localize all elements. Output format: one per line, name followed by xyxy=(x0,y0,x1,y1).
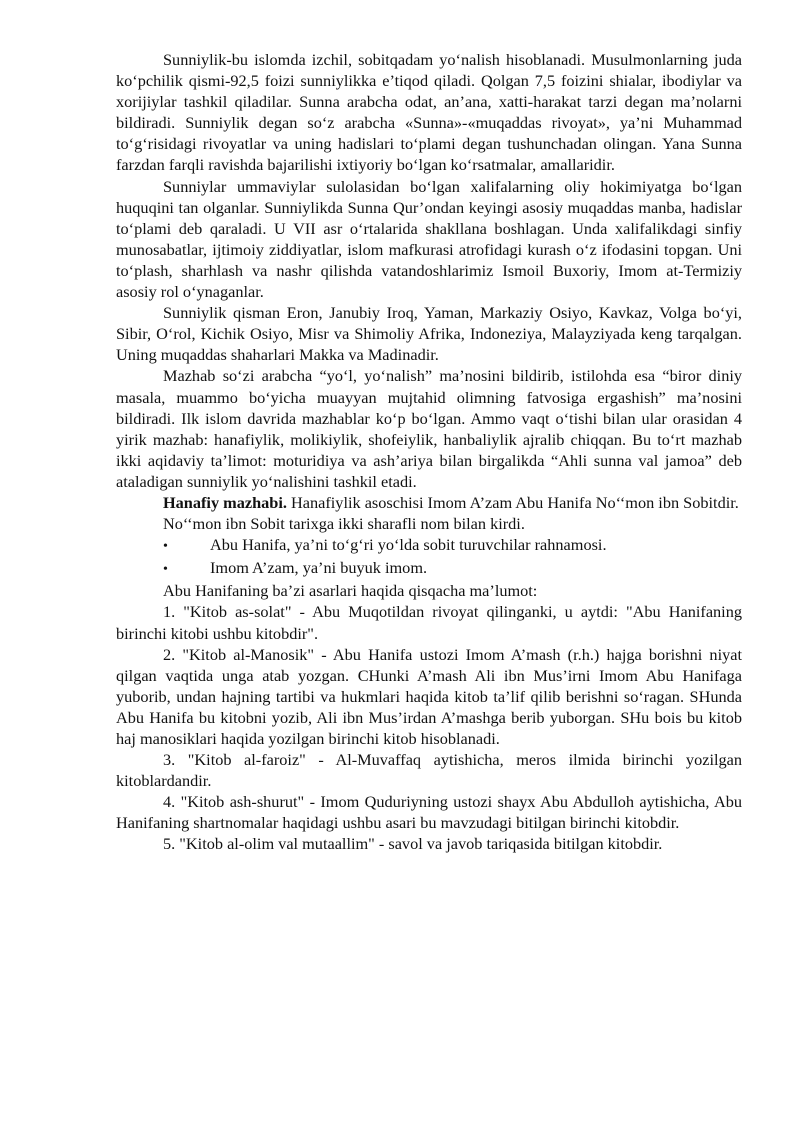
paragraph-work-1: 1. "Kitob as-solat" - Abu Muqotildan rivoyat qilinganki, u aytdi: "Abu Hanifaning birinchi kitobi ushbu kitobdir". xyxy=(116,602,742,643)
paragraph-mazhab-definition: Mazhab so‘zi arabcha “yo‘l, yo‘nalish” ma’nosini bildirib, istilohda esa “biror diniy masala, muammo bo‘yicha muayyan mujtahid olimning fatvosiga ergashish” ma’nosini bildiradi. Ilk islom davrida mazhablar ko‘p bo‘lgan. Ammo vaqt o‘tishi bilan ular orasidan 4 yirik mazhab: hanafiylik, molikiylik, shofeiylik, hanbaliylik ajralib chiqqan. Bu to‘rt mazhab ikki aqidaviy ta’limot: moturidiya va ash’ariya bilan birgalikda “Ahli sunna val jamoa” deb ataladigan sunniylik yo‘nalishini tashkil etadi. xyxy=(116,366,742,491)
paragraph-works-intro: Abu Hanifaning ba’zi asarlari haqida qisqacha ma’lumot: xyxy=(163,581,538,601)
bullet-item xyxy=(116,557,742,580)
bullet-item xyxy=(116,534,742,557)
section-heading-hanafiy: Hanafiy mazhabi. xyxy=(163,492,287,512)
paragraph-work-3: 3. "Kitob al-faroiz" - Al-Muvaffaq aytishicha, meros ilmida birinchi yozilgan kitoblardandir. xyxy=(116,750,742,791)
bullet-text: Abu Hanifa, ya’ni to‘g‘ri yo‘lda sobit turuvchilar rahnamosi. xyxy=(210,535,607,555)
paragraph-work-5: 5. "Kitob al-olim val mutaallim" - savol va javob tariqasida bitilgan kitobdir. xyxy=(163,834,663,854)
bullet-text: Imom A’zam, ya’ni buyuk imom. xyxy=(210,558,428,578)
paragraph-work-2: 2. "Kitob al-Manosik" - Abu Hanifa ustozi Imom A’mash (r.h.) hajga borishni niyat qilgan vaqtida unga atab yozgan. CHunki A’mash Ali ibn Mus’irni Imom Abu Hanifaga yuborib, undan hajning tartibi va hukmlari haqida kitob ta’lif qilib berishni so‘ragan. SHunda Abu Hanifa bu kitobni yozib, Ali ibn Mus’irdan A’mashga berib yuborgan. SHu bois bu kitob haj manosiklari haqida yozilgan birinchi kitob hisoblanadi. xyxy=(116,644,742,748)
paragraph-sunniylik-geography: Sunniylik qisman Eron, Janubiy Iroq, Yaman, Markaziy Osiyo, Kavkaz, Volga bo‘yi, Sibir, O‘rol, Kichik Osiyo, Misr va Shimoliy Afrika, Indoneziya, Malayziyada keng tarqalgan. Uning muqaddas shaharlari Makka va Madinadir. xyxy=(116,303,742,365)
bullet-icon: • xyxy=(163,539,168,555)
paragraph-hanafiy-mazhabi xyxy=(116,492,742,513)
paragraph-hanafiy-text: Hanafiylik asoschisi Imom A’zam Abu Hanifa No‘‘mon ibn Sobitdir. xyxy=(286,492,739,512)
paragraph-work-4: 4. "Kitob ash-shurut" - Imom Quduriyning ustozi shayx Abu Abdulloh aytishicha, Abu Hanifaning shartnomalar haqidagi ushbu asari bu mavzudagi bitilgan birinchi kitobdir. xyxy=(116,792,742,833)
paragraph-numon-ibn-sobit: No‘‘mon ibn Sobit tarixga ikki sharafli nom bilan kirdi. xyxy=(163,514,525,534)
bullet-icon: • xyxy=(163,562,168,578)
paragraph-sunniylik-intro: Sunniylik-bu islomda izchil, sobitqadam yo‘nalish hisoblanadi. Musulmonlarning juda ko‘pchilik qismi-92,5 foizi sunniylikka e’tiqod qiladi. Qolgan 7,5 foizini shialar, ibodiylar va xorijiylar tashkil qiladilar. Sunna arabcha odat, an’ana, xatti-harakat tarzi degan ma’nolarni bildiradi. Sunniylik degan so‘z arabcha «Sunna»-«muqaddas rivoyat», ya’ni Muhammad to‘g‘risidagi rivoyatlar va uning hadislari to‘plami degan tushunchadan olingan. Yana Sunna farzdan farqli ravishda bajarilishi ixtiyoriy bo‘lgan ko‘rsatmalar, amallaridir. xyxy=(116,50,742,175)
paragraph-sunniylar-history: Sunniylar ummaviylar sulolasidan bo‘lgan xalifalarning oliy hokimiyatga bo‘lgan huquqini tan olganlar. Sunniylikda Sunna Qur’ondan keyingi asosiy muqaddas manba, hadislar to‘plami deb qaraladi. U VII asr o‘rtalarida shakllana boshlagan. Unda xalifalikdagi sinfiy munosabatlar, ijtimoiy ziddiyatlar, islom mafkurasi atrofidagi kurash o‘z ifodasini topgan. Uni to‘plash, sharhlash va nashr qilishda vatandoshlarimiz Ismoil Buxoriy, Imom at-Termiziy asosiy rol o‘ynaganlar. xyxy=(116,176,742,302)
document-page xyxy=(116,49,742,855)
